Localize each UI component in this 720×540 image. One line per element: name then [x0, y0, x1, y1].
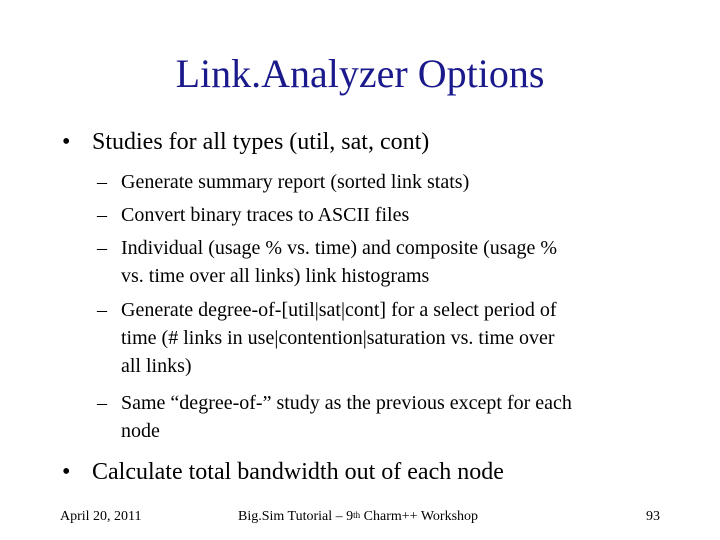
dash-marker: –	[97, 237, 107, 259]
subitem-line: time (# links in use|contention|saturation vs. time over	[121, 327, 555, 349]
subitem-line: Individual (usage % vs. time) and composite (usage %	[121, 237, 557, 259]
footer-title-pre: Big.Sim Tutorial – 9	[238, 509, 354, 524]
footer-date: April 20, 2011	[60, 509, 142, 524]
dash-marker: –	[97, 299, 107, 321]
footer-title-post: Charm++ Workshop	[360, 509, 479, 524]
subitem-line: vs. time over all links) link histograms	[121, 265, 430, 287]
bullet-text: Studies for all types (util, sat, cont)	[92, 129, 430, 155]
subitem-line: Generate degree-of-[util|sat|cont] for a select period of	[121, 299, 557, 321]
dash-marker: –	[97, 392, 107, 414]
page-number: 93	[646, 509, 660, 524]
footer-title-sup: th	[353, 510, 361, 520]
bullet-marker: •	[62, 129, 71, 155]
subitem-line: Generate summary report (sorted link stats)	[121, 171, 470, 193]
subitem-line: Same “degree-of-” study as the previous except for each	[121, 392, 572, 414]
bullet-marker: •	[62, 459, 71, 485]
dash-marker: –	[97, 171, 107, 193]
footer-title	[238, 508, 478, 526]
bullet-text: Calculate total bandwidth out of each node	[92, 459, 504, 485]
subitem-line: Convert binary traces to ASCII files	[121, 204, 410, 226]
dash-marker: –	[97, 204, 107, 226]
subitem-line: all links)	[121, 355, 192, 377]
subitem-line: node	[121, 420, 160, 442]
slide-title: Link.Analyzer Options	[175, 51, 545, 96]
